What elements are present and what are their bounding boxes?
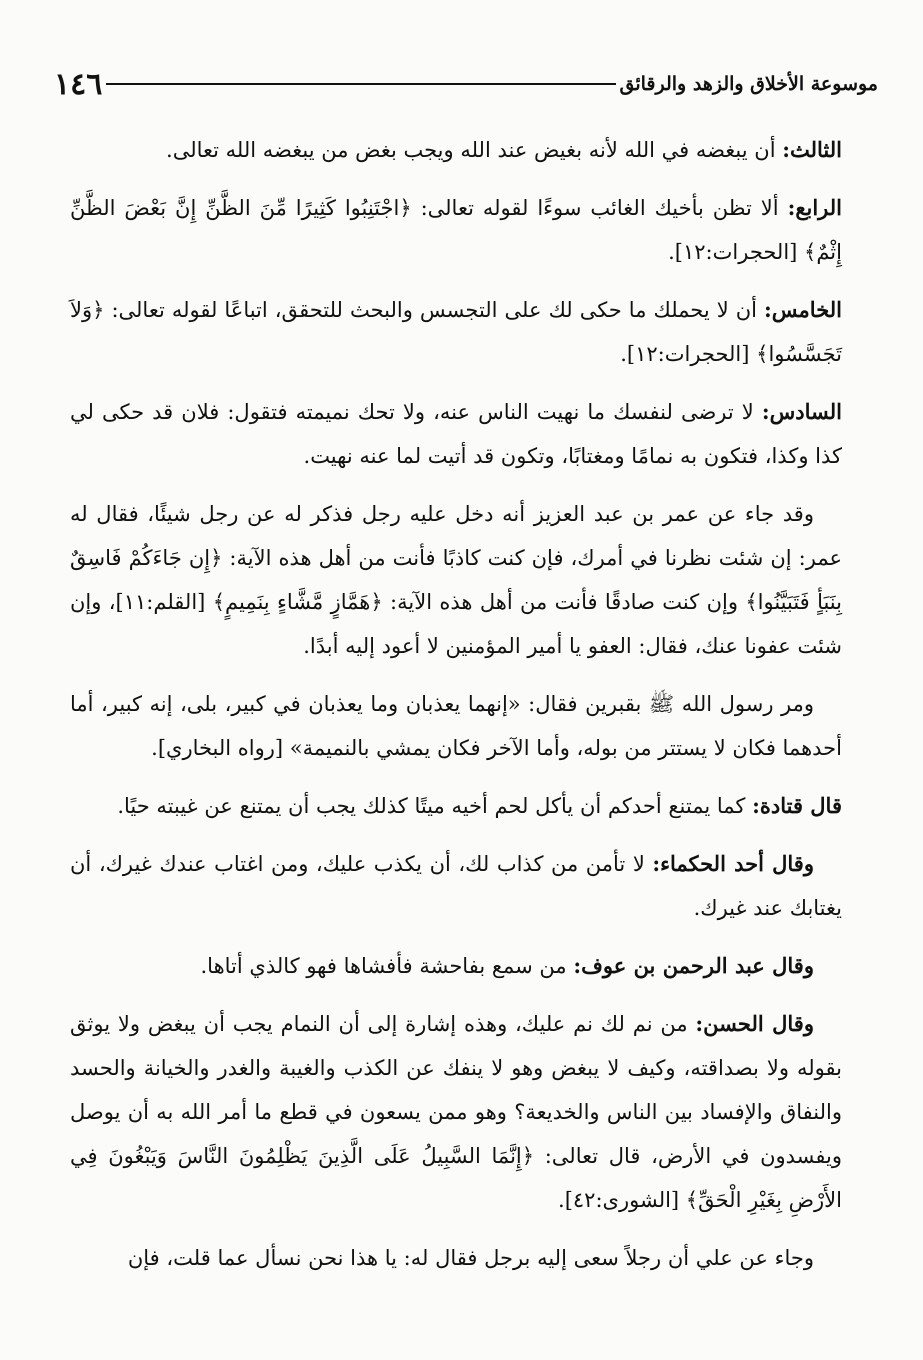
paragraph-fifth	[70, 288, 842, 376]
running-title: موسوعة الأخلاق والزهد والرقائق	[619, 73, 878, 95]
paragraph-lead: قال قتادة:	[752, 793, 842, 818]
body-text	[70, 128, 842, 1294]
paragraph-abdulrahman	[70, 944, 842, 988]
paragraph-lead: وقال أحد الحكماء:	[652, 851, 814, 876]
paragraph-text: من سمع بفاحشة فأفشاها فهو كالذي أتاها.	[200, 954, 567, 978]
paragraph-hasan	[70, 1002, 842, 1222]
paragraph-sixth	[70, 390, 842, 478]
page-number: ١٤٦	[54, 66, 103, 102]
paragraph-fourth	[70, 186, 842, 274]
paragraph-text: وقد جاء عن عمر بن عبد العزيز أنه دخل عليه رجل فذكر له عن رجل شيئًا، فقال له عمر: إن شئت نظرنا في أمرك، فإن كنت كاذبًا فأنت من أهل هذه الآية: ﴿إِن جَاءَكُمْ فَاسِقٌ بِنَبَأٍ فَتَبَيَّنُوا﴾ وإن كنت صادقًا فأنت من أهل هذه الآية: ﴿هَمَّازٍ مَّشَّاءٍ بِنَمِيمٍ﴾ [القلم:١١]، وإن شئت عفونا عنك، فقال: العفو يا أمير المؤمنين لا أعود إليه أبدًا.	[70, 502, 842, 658]
paragraph-text: لا ترضى لنفسك ما نهيت الناس عنه، ولا تحك نميمته فتقول: فلان قد حكى لي كذا وكذا، فتكون به نمامًا ومغتابًا، وتكون قد أتيت لما عنه نهيت.	[70, 400, 842, 468]
paragraph-text: أن لا يحملك ما حكى لك على التجسس والبحث للتحقق، اتباعًا لقوله تعالى: ﴿وَلاَ تَجَسَّسُوا﴾ [الحجرات:١٢].	[70, 298, 842, 366]
paragraph-lead: السادس:	[761, 399, 842, 424]
paragraph-lead: الثالث:	[782, 137, 842, 162]
page-header	[48, 62, 878, 106]
paragraph-third	[70, 128, 842, 172]
paragraph-text: من نم لك نم عليك، وهذه إشارة إلى أن النمام يجب أن يبغض ولا يوثق بقوله ولا بصداقته، وكيف لا يبغض وهو لا ينفك عن الكذب والغيبة والغدر والخيانة والحسد والنفاق والإفساد بين الناس والخديعة؟ وهو ممن يسعون في قطع ما أمر الله به أن يوصل ويفسدون في الأرض، قال تعالى: ﴿إِنَّمَا السَّبِيلُ عَلَى الَّذِينَ يَظْلِمُونَ النَّاسَ وَيَبْغُونَ فِي الأَرْضِ بِغَيْرِ الْحَقِّ﴾ [الشورى:٤٢].	[70, 1012, 842, 1212]
header-rule	[106, 83, 615, 85]
paragraph-text: ألا تظن بأخيك الغائب سوءًا لقوله تعالى: ﴿اجْتَنِبُوا كَثِيرًا مِّنَ الظَّنِّ إِنَّ بَعْضَ الظَّنِّ إِثْمٌ﴾ [الحجرات:١٢].	[70, 196, 842, 264]
paragraph-lead: الخامس:	[764, 297, 842, 322]
paragraph-hadith	[70, 682, 842, 770]
paragraph-umar	[70, 492, 842, 668]
paragraph-lead: الرابع:	[787, 195, 842, 220]
paragraph-text: لا تأمن من كذاب لك، أن يكذب عليك، ومن اغتاب عندك غيرك، أن يغتابك عند غيرك.	[70, 852, 842, 920]
paragraph-lead: وقال الحسن:	[695, 1011, 814, 1036]
paragraph-wise-man	[70, 842, 842, 930]
paragraph-text: وجاء عن علي أن رجلاً سعى إليه برجل فقال له: يا هذا نحن نسأل عما قلت، فإن	[127, 1246, 814, 1270]
paragraph-qatada	[70, 784, 842, 828]
paragraph-text: أن يبغضه في الله لأنه بغيض عند الله ويجب بغض من يبغضه الله تعالى.	[166, 138, 776, 162]
paragraph-text: ومر رسول الله ﷺ بقبرين فقال: «إنهما يعذبان وما يعذبان في كبير، بلى، إنه كبير، أما أحدهما فكان لا يستتر من بوله، وأما الآخر فكان يمشي بالنميمة» [رواه البخاري].	[70, 692, 842, 760]
paragraph-lead: وقال عبد الرحمن بن عوف:	[573, 953, 814, 978]
paragraph-ali	[70, 1236, 842, 1280]
paragraph-text: كما يمتنع أحدكم أن يأكل لحم أخيه ميتًا كذلك يجب أن يمتنع عن غيبته حيًا.	[117, 794, 746, 818]
